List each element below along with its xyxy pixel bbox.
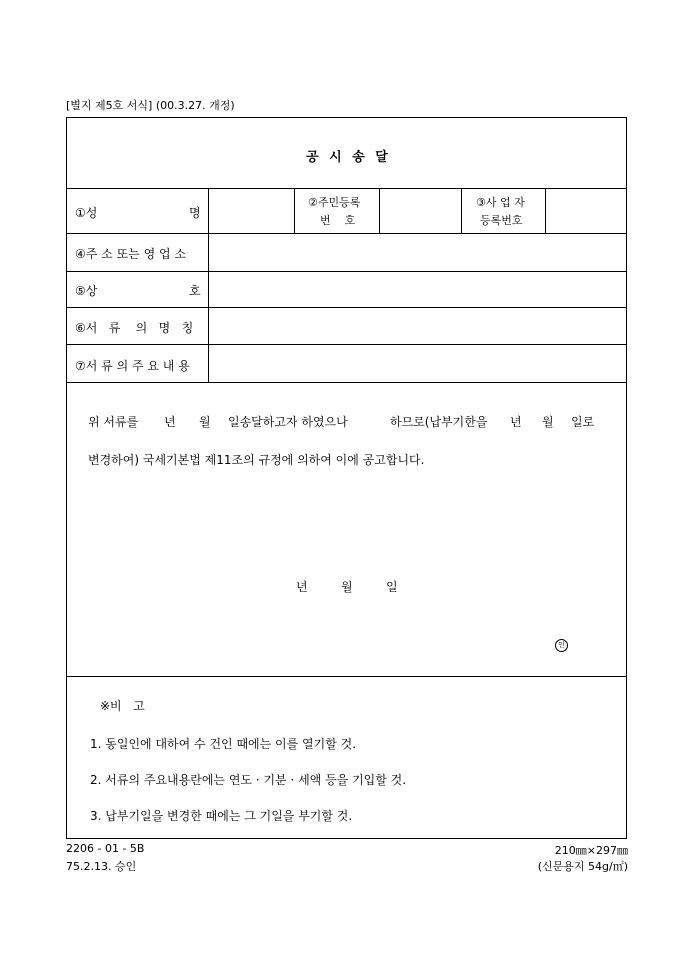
document-name-field[interactable] xyxy=(209,308,626,343)
trade-name-field[interactable] xyxy=(209,272,626,306)
notice-year: 년 xyxy=(164,415,176,429)
document-content-field[interactable] xyxy=(209,345,626,381)
name-label: ①성 xyxy=(75,206,98,220)
notice-text-part: 위 서류를 xyxy=(88,415,139,429)
date-year: 년 xyxy=(296,580,308,594)
resident-number-field[interactable] xyxy=(380,189,460,232)
date-day: 일 xyxy=(386,580,398,594)
address-field[interactable] xyxy=(209,234,626,270)
document-content-label: ⑦서 류 의 주 요 내 용 xyxy=(75,359,190,373)
notice-text-part: 하므로(납부기한을 xyxy=(390,415,488,429)
divider xyxy=(66,188,627,189)
business-number-label-line1: ③사 업 자 xyxy=(476,196,525,209)
deadline-year: 년 xyxy=(510,415,522,429)
divider xyxy=(66,676,627,677)
divider xyxy=(66,382,627,383)
address-label: ④주 소 또는 영 업 소 xyxy=(75,247,186,261)
deadline-month: 월 xyxy=(542,415,554,429)
remarks-heading: ※비 고 xyxy=(100,699,145,713)
notice-text-line2: 변경하여) 국세기본법 제11조의 규정에 의하여 이에 공고합니다. xyxy=(88,453,425,467)
business-number-field[interactable] xyxy=(546,189,626,232)
date-month: 월 xyxy=(341,580,353,594)
trade-name-label-end: 호 xyxy=(189,284,201,298)
form-code: 2206 - 01 - 5B xyxy=(66,842,145,855)
form-reference: [별지 제5호 서식] (00.3.27. 개정) xyxy=(66,99,235,112)
column-divider xyxy=(461,188,462,233)
remark-item: 3. 납부기일을 변경한 때에는 그 기일을 부기할 것. xyxy=(90,809,353,823)
seal-mark: 인 xyxy=(555,632,568,652)
deadline-day: 일로 xyxy=(571,415,595,429)
column-divider xyxy=(294,188,295,233)
remark-item: 2. 서류의 주요내용란에는 연도 · 기분 · 세액 등을 기입할 것. xyxy=(90,773,407,787)
notice-text-part: 일송달하고자 하였으나 xyxy=(228,415,348,429)
business-number-label-line2: 등록번호 xyxy=(480,214,523,227)
notice-month: 월 xyxy=(199,415,211,429)
document-name-label: ⑥서 류 의 명 칭 xyxy=(75,321,194,335)
paper-type: (신문용지 54g/㎡) xyxy=(537,860,628,873)
trade-name-label: ⑤상 xyxy=(75,284,98,298)
resident-number-label-line1: ②주민등록 xyxy=(308,196,361,209)
approval-date: 75.2.13. 승인 xyxy=(66,860,137,873)
name-field[interactable] xyxy=(209,189,293,232)
resident-number-label-line2: 번 호 xyxy=(320,214,356,227)
form-title: 공 시 송 달 xyxy=(306,150,391,165)
paper-size: 210㎜×297㎜ xyxy=(554,844,628,857)
name-label-end: 명 xyxy=(189,206,201,220)
remark-item: 1. 동일인에 대하여 수 건인 때에는 이를 열기할 것. xyxy=(90,737,357,751)
